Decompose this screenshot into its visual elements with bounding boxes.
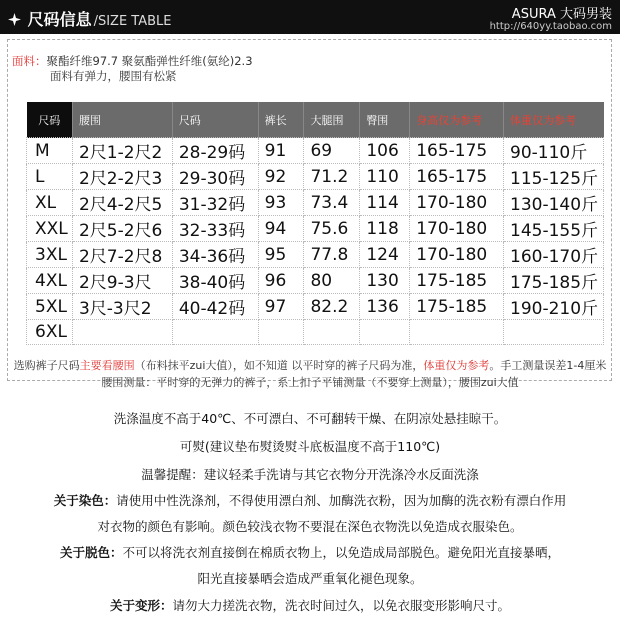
cell-size-code: 32-33码: [172, 216, 258, 242]
cell-weight: [504, 320, 604, 345]
header-size: 尺码: [27, 102, 73, 138]
title-subtitle: /SIZE TABLE: [93, 14, 172, 29]
cell-hip: 110: [360, 164, 410, 190]
care-line: 阳光直接暴晒会造成严重氧化褪色现象。: [197, 571, 423, 586]
cell-height: 175-185: [410, 294, 504, 320]
material-composition: 聚酯纤维97.7 聚氨酯弹性纤维(氨纶)2.3: [46, 54, 253, 68]
cell-size: XL: [27, 190, 73, 216]
cell-height: 170-180: [410, 190, 504, 216]
cell-size-code: 28-29码: [172, 138, 258, 164]
cell-length: 93: [258, 190, 304, 216]
cell-thigh: 80: [304, 268, 360, 294]
header-waist: 腰围: [72, 102, 172, 138]
cell-size: 5XL: [27, 294, 73, 320]
cell-length: [258, 320, 304, 345]
cell-hip: 114: [360, 190, 410, 216]
header-size-code: 尺码: [172, 102, 258, 138]
brand-name: ASURA 大码男装: [511, 7, 612, 22]
cell-thigh: [304, 320, 360, 345]
care-line: 对衣物的颜色有影响。颜色较浅衣物不要混在深色衣物洗以免造成衣服染色。: [97, 519, 523, 534]
cell-weight: 190-210斤: [504, 294, 604, 320]
cell-height: 170-180: [410, 242, 504, 268]
cell-hip: 124: [360, 242, 410, 268]
cell-hip: 106: [360, 138, 410, 164]
material-info: [12, 54, 253, 84]
care-line: 可熨(建议垫布熨烫熨斗底板温度不高于110℃): [179, 439, 441, 454]
care-key: 关于变形：: [109, 598, 173, 613]
cell-size: L: [27, 164, 73, 190]
cell-weight: 175-185斤: [504, 268, 604, 294]
brand-url: http://640yy.taobao.com: [489, 21, 612, 32]
cell-size: XXL: [27, 216, 73, 242]
cell-thigh: 77.8: [304, 242, 360, 268]
cell-waist: 2尺1-2尺2: [72, 138, 172, 164]
note-text: 选购裤子尺码: [13, 359, 80, 372]
table-row: [27, 242, 604, 268]
material-label: 面料：: [12, 54, 47, 68]
care-key: 关于脱色：: [59, 545, 123, 560]
cell-length: 94: [258, 216, 304, 242]
cell-size-code: 38-40码: [172, 268, 258, 294]
table-row: [27, 320, 604, 345]
cell-height: 165-175: [410, 164, 504, 190]
cell-size-code: 40-42码: [172, 294, 258, 320]
care-line: [0, 491, 620, 509]
cell-size-code: [172, 320, 258, 345]
care-line: [0, 596, 620, 614]
table-row: [27, 190, 604, 216]
cell-hip: 118: [360, 216, 410, 242]
page-title: [8, 7, 172, 30]
table-row: [27, 216, 604, 242]
care-line: 温馨提醒：建议轻柔手洗请与其它衣物分开洗涤冷水反面洗涤: [141, 467, 479, 482]
cell-weight: 160-170斤: [504, 242, 604, 268]
header-height: 身高仅为参考: [410, 102, 504, 138]
cell-height: 175-185: [410, 268, 504, 294]
header-bar: [0, 0, 620, 34]
cell-thigh: 75.6: [304, 216, 360, 242]
cell-weight: 130-140斤: [504, 190, 604, 216]
cell-size-code: 29-30码: [172, 164, 258, 190]
cell-hip: 136: [360, 294, 410, 320]
cell-size: 4XL: [27, 268, 73, 294]
material-elasticity: 面料有弹力，腰围有松紧: [50, 69, 177, 83]
table-row: [27, 164, 604, 190]
cell-waist: 2尺4-2尺5: [72, 190, 172, 216]
cell-size-code: 34-36码: [172, 242, 258, 268]
note-text: （布料抹平zui大值），如不知道 以平时穿的裤子尺码为准，: [134, 359, 424, 372]
cell-hip: [360, 320, 410, 345]
table-header-row: [27, 102, 604, 138]
cell-weight: 90-110斤: [504, 138, 604, 164]
cell-length: 92: [258, 164, 304, 190]
note-highlight-waist: 主要看腰围: [79, 359, 135, 372]
cell-size: 3XL: [27, 242, 73, 268]
table-row: [27, 138, 604, 164]
cell-waist: [72, 320, 172, 345]
care-line: 洗涤温度不高于40℃、不可漂白、不可翻转干燥、在阴凉处悬挂晾干。: [113, 411, 507, 426]
crosshair-icon: [8, 10, 22, 29]
header-length: 裤长: [258, 102, 304, 138]
header-thigh: 大腿围: [304, 102, 360, 138]
cell-waist: 2尺9-3尺: [72, 268, 172, 294]
title-text: 尺码信息: [27, 10, 92, 29]
cell-weight: 115-125斤: [504, 164, 604, 190]
cell-thigh: 71.2: [304, 164, 360, 190]
note-highlight-weight: 体重仅为参考: [423, 359, 490, 372]
cell-size: M: [27, 138, 73, 164]
size-table: [26, 102, 604, 345]
table-row: [27, 268, 604, 294]
cell-weight: 145-155斤: [504, 216, 604, 242]
cell-height: [410, 320, 504, 345]
waist-measure-note: 腰围测量：平时穿的无弹力的裤子，系上扣子平铺测量（不要穿上测量），腰围zui大值: [101, 376, 519, 389]
cell-height: 170-180: [410, 216, 504, 242]
care-text: 请使用中性洗涤剂，不得使用漂白剂、加酶洗衣粉，因为加酶的洗衣粉有漂白作用: [116, 493, 567, 508]
care-text: 请勿大力搓洗衣物，洗衣时间过久，以免衣服变形影响尺寸。: [172, 598, 511, 613]
care-line: [0, 543, 620, 561]
cell-height: 165-175: [410, 138, 504, 164]
cell-length: 97: [258, 294, 304, 320]
measure-note: [0, 357, 620, 373]
cell-waist: 3尺-3尺2: [72, 294, 172, 320]
cell-length: 95: [258, 242, 304, 268]
header-hip: 臀围: [360, 102, 410, 138]
cell-size-code: 31-32码: [172, 190, 258, 216]
cell-length: 91: [258, 138, 304, 164]
cell-thigh: 69: [304, 138, 360, 164]
cell-hip: 130: [360, 268, 410, 294]
note-text: 。手工测量误差1-4厘米: [489, 359, 607, 372]
cell-size: 6XL: [27, 320, 73, 345]
cell-thigh: 73.4: [304, 190, 360, 216]
cell-waist: 2尺5-2尺6: [72, 216, 172, 242]
care-text: 不可以将洗衣剂直接倒在棉质衣物上，以免造成局部脱色。避免阳光直接暴晒，: [122, 545, 561, 560]
cell-waist: 2尺2-2尺3: [72, 164, 172, 190]
cell-waist: 2尺7-2尺8: [72, 242, 172, 268]
table-row: [27, 294, 604, 320]
cell-length: 96: [258, 268, 304, 294]
cell-thigh: 82.2: [304, 294, 360, 320]
brand-logo: [490, 3, 612, 32]
header-weight: 体重仅为参考: [504, 102, 604, 138]
care-key: 关于染色：: [53, 493, 117, 508]
